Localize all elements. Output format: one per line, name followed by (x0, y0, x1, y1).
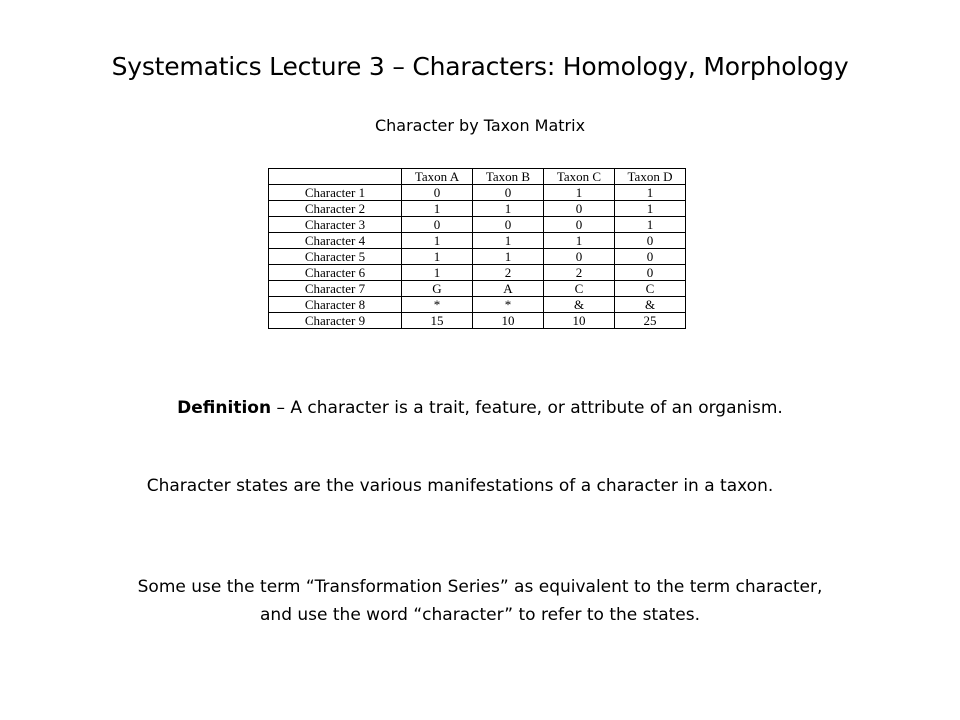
matrix-cell: 1 (473, 201, 544, 217)
matrix-cell: & (544, 297, 615, 313)
row-label: Character 2 (269, 201, 402, 217)
matrix-header-row (269, 169, 686, 185)
row-label: Character 4 (269, 233, 402, 249)
matrix-cell: 1 (473, 249, 544, 265)
row-label: Character 6 (269, 265, 402, 281)
matrix-cell: 10 (544, 313, 615, 329)
character-states-text: Character states are the various manifestations of a character in a taxon. (146, 476, 774, 496)
matrix-cell: 0 (615, 233, 686, 249)
definition-body: – A character is a trait, feature, or attribute of an organism. (271, 398, 783, 418)
matrix-row (269, 217, 686, 233)
matrix-cell: 0 (473, 185, 544, 201)
matrix-cell: 0 (544, 249, 615, 265)
transformation-line-1: Some use the term “Transformation Series” as equivalent to the term character, (137, 577, 823, 597)
matrix-cell: 10 (473, 313, 544, 329)
transformation-line-2: and use the word “character” to refer to the states. (260, 605, 700, 625)
matrix-cell: 25 (615, 313, 686, 329)
matrix-cell: 1 (544, 185, 615, 201)
matrix-cell: 1 (402, 201, 473, 217)
matrix-row (269, 233, 686, 249)
matrix-cell: 1 (473, 233, 544, 249)
matrix-cell: C (544, 281, 615, 297)
matrix-row (269, 297, 686, 313)
matrix-cell: 0 (544, 201, 615, 217)
matrix-cell: 1 (544, 233, 615, 249)
definition-text (0, 398, 960, 418)
matrix-cell: 2 (544, 265, 615, 281)
matrix-cell: 2 (473, 265, 544, 281)
character-taxon-matrix (268, 168, 686, 329)
matrix-cell: A (473, 281, 544, 297)
matrix-row (269, 249, 686, 265)
column-header-taxon-c: Taxon C (544, 169, 615, 185)
matrix-cell: 0 (473, 217, 544, 233)
matrix-cell: G (402, 281, 473, 297)
matrix-row (269, 185, 686, 201)
row-label: Character 1 (269, 185, 402, 201)
column-header-taxon-d: Taxon D (615, 169, 686, 185)
column-header-taxon-b: Taxon B (473, 169, 544, 185)
matrix-cell: 15 (402, 313, 473, 329)
row-label: Character 8 (269, 297, 402, 313)
matrix-cell: 1 (615, 185, 686, 201)
matrix-cell: 0 (615, 249, 686, 265)
matrix-cell: 1 (615, 201, 686, 217)
matrix-cell: 0 (544, 217, 615, 233)
row-label: Character 3 (269, 217, 402, 233)
matrix-cell: 1 (402, 249, 473, 265)
matrix-cell: 0 (402, 185, 473, 201)
row-label: Character 5 (269, 249, 402, 265)
matrix-cell: 1 (615, 217, 686, 233)
matrix-body (269, 185, 686, 329)
matrix-row (269, 265, 686, 281)
column-header-taxon-a: Taxon A (402, 169, 473, 185)
matrix-cell: 1 (402, 265, 473, 281)
matrix-cell: C (615, 281, 686, 297)
row-label: Character 9 (269, 313, 402, 329)
matrix-row (269, 281, 686, 297)
row-label: Character 7 (269, 281, 402, 297)
slide-title: Systematics Lecture 3 – Characters: Homology, Morphology (111, 52, 849, 81)
matrix-cell: 0 (402, 217, 473, 233)
matrix-row (269, 201, 686, 217)
matrix-table (268, 168, 686, 329)
matrix-cell: * (473, 297, 544, 313)
definition-term: Definition (177, 398, 272, 418)
matrix-cell: & (615, 297, 686, 313)
transformation-series-text (0, 573, 960, 629)
matrix-corner-cell (269, 169, 402, 185)
matrix-caption: Character by Taxon Matrix (374, 116, 586, 135)
matrix-row (269, 313, 686, 329)
matrix-cell: * (402, 297, 473, 313)
matrix-cell: 1 (402, 233, 473, 249)
matrix-cell: 0 (615, 265, 686, 281)
